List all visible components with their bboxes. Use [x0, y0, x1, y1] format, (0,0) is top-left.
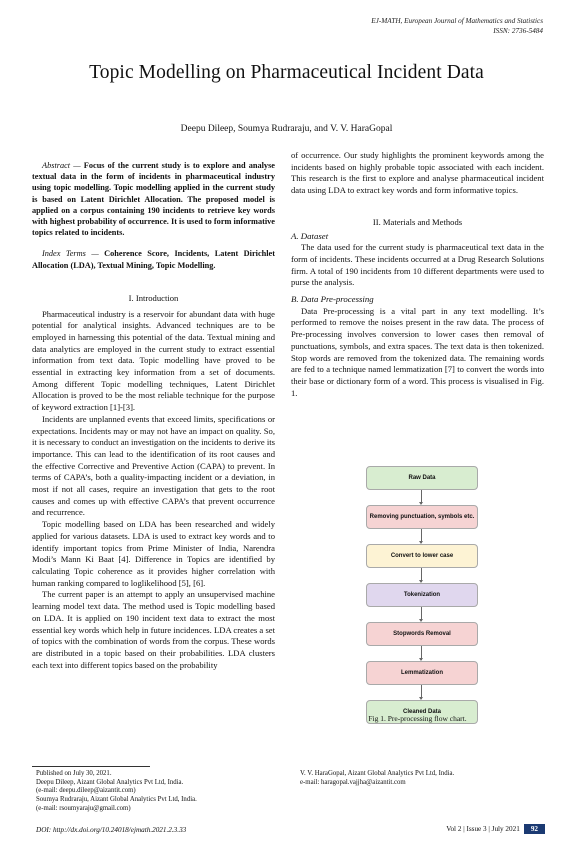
author3-affiliation: V. V. HaraGopal, Aizant Global Analytics Pvt Ltd, India. [300, 770, 455, 777]
index-terms [32, 248, 275, 270]
author-list: Deepu Dileep, Soumya Rudraraju, and V. V. HaraGopal [180, 124, 393, 134]
flow-step: Stopwords Removal [366, 622, 478, 646]
dataset-text: The data used for the current study is pharmaceutical text data in the form of incidents. These incidents occurred at a Drug Research Solutions firm. A total of 190 incidents from 10 different departments were used to purse the analysis. [291, 242, 544, 288]
flow-arrow [421, 568, 422, 582]
right-column [291, 150, 544, 399]
intro-paragraph-4: The current paper is an attempt to apply an unsupervised machine learning model text data. The method used is Topic modelling based on LDA. It is applied on 190 incident text data to extract the most essential key words which help in future incidences. LDA creates a set of topics with the combination of words from the corpus. These words are distributed in a topic based on their probabilities. LDA clusters each text into different topics based on the probability [32, 589, 275, 670]
author2-affiliation: Soumya Rudraraju, Aizant Global Analytics Pvt Ltd, India. [36, 796, 197, 804]
footnotes-right [300, 770, 454, 787]
published-date: Published on July 30, 2021. [36, 770, 112, 777]
volume-info: Vol 2 | Issue 3 | July 2021 [446, 825, 520, 833]
abstract [32, 160, 275, 238]
flow-step: Raw Data [366, 466, 478, 490]
flow-arrow [421, 646, 422, 660]
intro-paragraph-5: of occurrence. Our study highlights the prominent keywords among the incidents based on highly probable topic associated with each incident. This research is the first to explore and analyse pharmaceutical incident data using LDA to extract key words and form informative topics. [291, 150, 544, 196]
abstract-text: Focus of the current study is to explore and analyse textual data in the form of incidents in pharmaceutical industry using topic modelling. Topic modelling applied in the current study is based on Latent Dirichlet Allocation. The proposed model is applied on a corpus containing 190 incidents to retrieve key words with highest probability of occurrence. It is used to form informative topics related to incidents. [32, 161, 275, 238]
flow-step: Tokenization [366, 583, 478, 607]
author3-email: e-mail: haragopal.vajjha@aizantit.com [300, 778, 406, 786]
index-terms-text: Coherence Score, Incidents, Latent Dirichlet Allocation (LDA), Textual Mining, Topic Modelling. [32, 249, 276, 270]
intro-paragraph-3: Topic modelling based on LDA has been researched and widely applied for various datasets. LDA is used to extract key words and to identify important topics from Prime Minister of India, Narendra Modi’s Mann Ki Baat [4]. Difference in Topics are identified by calculating Topic coherence as it provides higher correlation with human ranking compared to loglikelihood [5], [6]. [32, 519, 275, 588]
flow-step: Removing punctuation, symbols etc. [366, 505, 478, 529]
journal-name: EJ-MATH, European Journal of Mathematics and Statistics [371, 17, 543, 25]
author1-email: (e-mail: deepu.dileep@aizantit.com) [36, 787, 136, 795]
figure-caption: Fig 1. Pre-processing flow chart. [368, 714, 467, 723]
author2-email: (e-mail: rsoumyaraju@gmail.com) [36, 804, 131, 812]
flow-arrow [421, 490, 422, 504]
index-terms-label: Index Terms — [42, 249, 99, 259]
intro-heading: I. Introduction [128, 292, 179, 303]
flow-arrow [421, 685, 422, 699]
intro-paragraph-2: Incidents are unplanned events that exceed limits, specifications or expectations. Incidents may or may not have an impact on quality. So, it is necessary to conduct an investigation on the incidents to derive its importance. This can lead to the identification of its root causes and the effective Corrective and Preventive Action (CAPA) to prevent. In terms of CAPA’s, both a quality-impacting incident or a deviation, in most if not all cases, require an investigation that gets to the root causes and comes up with effective CAPA’s that prevent occurrence and recurrence. [32, 413, 275, 518]
preprocessing-text: Data Pre-processing is a vital part in any text modelling. It’s performed to remove the noises present in the raw data. The process of Pre-processing involves conversion to lower cases then removal of punctuations, symbols, and extra spaces. The text data is then tokenized. Stop words are removed from the tokenized data. The remaining words are fed to a technique named lemmatization [7] to convert the words into their base or dictionary form of a word. This process is visualised in Fig. 1. [291, 305, 544, 398]
flow-arrow [421, 529, 422, 543]
journal-header [371, 16, 543, 36]
author1-affiliation: Deepu Dileep, Aizant Global Analytics Pvt Ltd, India. [36, 778, 184, 786]
abstract-label: Abstract — [42, 161, 81, 170]
intro-paragraph-1: Pharmaceutical industry is a reservoir for abundant data with huge potential for analytical insights. Advanced techniques are to be employed in harnessing this potential of the data. Textual mining and data analytics are employed in the current study to extract essential information from text data. Topic modelling have proved to be essential in extracting key information from a set of documents. Among different Topic modelling techniques, Latent Dirichlet Allocation is proved to be the most reliable technique for the purpose of keyword extraction [1]-[3]. [32, 308, 275, 413]
dataset-heading: A. Dataset [291, 230, 329, 241]
flow-step: Lemmatization [366, 661, 478, 685]
footnotes-left [36, 770, 197, 814]
methods-heading: II. Materials and Methods [372, 216, 463, 227]
flow-step: Convert to lower case [366, 544, 478, 568]
paper-title: Topic Modelling on Pharmaceutical Incident Data [89, 62, 484, 83]
flow-arrow [421, 607, 422, 621]
preprocessing-heading: B. Data Pre-processing [291, 294, 374, 305]
doi-link[interactable]: DOI: http://dx.doi.org/10.24018/ejmath.2021.2.3.33 [36, 826, 187, 834]
issn: ISSN: 2736-5484 [493, 27, 543, 35]
flow-step: Cleaned Data [366, 700, 478, 724]
page-footer [446, 824, 545, 834]
page-number: 92 [524, 824, 545, 834]
footnote-rule [32, 766, 150, 767]
left-column [32, 160, 275, 671]
